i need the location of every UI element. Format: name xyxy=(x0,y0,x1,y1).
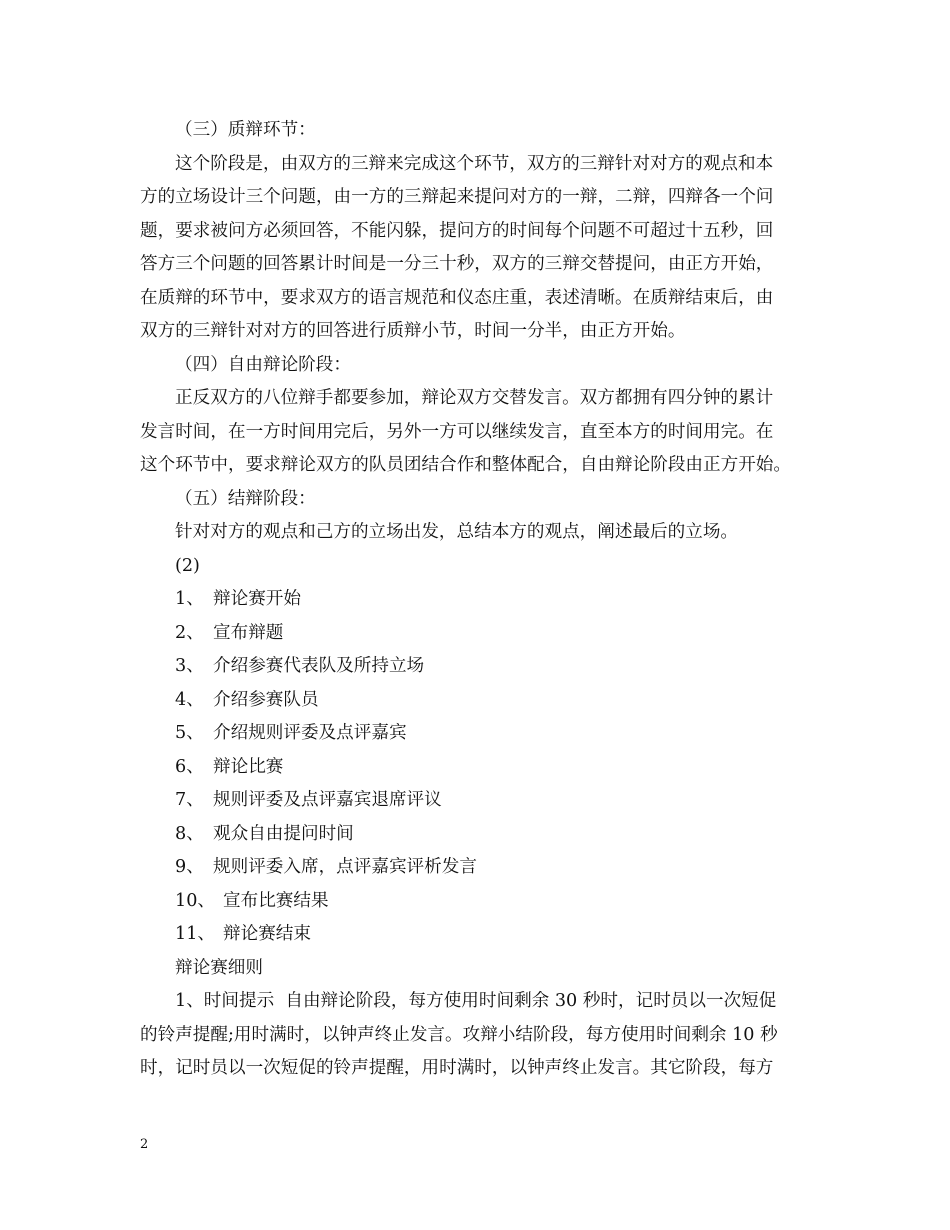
list-item-number: 2、 xyxy=(175,622,204,643)
paragraph-line: 针对对方的观点和己方的立场出发，总结本方的观点，阐述最后的立场。 xyxy=(175,522,739,542)
list-item-text: 宣布辩题 xyxy=(213,622,284,643)
paragraph-line: 双方的三辩针对对方的回答进行质辩小节，时间一分半，由正方开始。 xyxy=(140,321,686,341)
paragraph-line: 正反双方的八位辩手都要参加，辩论双方交替发言。双方都拥有四分钟的累计 xyxy=(175,388,774,408)
list-item-text: 介绍参赛队员 xyxy=(213,689,319,710)
list-item xyxy=(140,617,830,651)
paragraph-line: 时，记时员以一次短促的铃声提醒，用时满时，以钟声终止发言。其它阶段，每方 xyxy=(140,1058,774,1078)
list-item xyxy=(140,583,830,617)
list-item xyxy=(140,918,830,952)
list-item-text: 规则评委入席，点评嘉宾评析发言 xyxy=(213,857,477,877)
list-item-number: 8、 xyxy=(175,823,204,844)
list-item-text: 介绍规则评委及点评嘉宾 xyxy=(213,723,407,743)
list-item xyxy=(140,885,830,919)
heading-section-5: （五）结辩阶段： xyxy=(175,488,316,509)
list-item-text: 介绍参赛代表队及所持立场 xyxy=(213,656,425,676)
list-item-number: 3、 xyxy=(175,656,204,676)
list-item xyxy=(140,717,830,751)
paragraph-line: 这个环节中，要求辩论双方的队员团结合作和整体配合，自由辩论阶段由正方开始。 xyxy=(140,455,791,475)
list-item xyxy=(140,650,830,684)
list-item-number: 11、 xyxy=(175,924,215,944)
document-body xyxy=(140,114,830,1086)
list-item-number: 4、 xyxy=(175,689,204,710)
list-item-text: 辩论赛开始 xyxy=(213,589,301,609)
list-item-number: 9、 xyxy=(175,857,204,877)
paragraph-line: 这个阶段是，由双方的三辩来完成这个环节，双方的三辩针对对方的观点和本 xyxy=(175,153,774,174)
paragraph-line: 题，要求被问方必须回答，不能闪躲，提问方的时间每个问题不可超过十五秒，回 xyxy=(140,220,774,241)
paragraph-line: 的铃声提醒;用时满时，以钟声终止发言。攻辩小结阶段，每方使用时间剩余 10 秒 xyxy=(140,1024,778,1045)
list-item-text: 观众自由提问时间 xyxy=(213,823,354,844)
paragraph-line: 答方三个问题的回答累计时间是一分三十秒，双方的三辩交替提问，由正方开始， xyxy=(140,254,774,274)
list-item-text: 辩论赛结束 xyxy=(223,924,311,944)
list-item xyxy=(140,818,830,852)
list-item-number: 6、 xyxy=(175,756,204,777)
section-label-2: (2) xyxy=(175,555,200,576)
paragraph-line: 方的立场设计三个问题，由一方的三辩起来提问对方的一辩，二辩，四辩各一个问 xyxy=(140,187,774,207)
list-item xyxy=(140,784,830,818)
list-item-number: 7、 xyxy=(175,790,204,810)
heading-debate-rules: 辩论赛细则 xyxy=(175,957,263,978)
list-item-number: 10、 xyxy=(175,890,215,911)
paragraph-line: 在质辩的环节中，要求双方的语言规范和仪态庄重，表述清晰。在质辩结束后，由 xyxy=(140,287,774,308)
page-number: 2 xyxy=(140,1137,149,1152)
list-item xyxy=(140,684,830,718)
list-item-text: 宣布比赛结果 xyxy=(223,890,329,911)
list-item-text: 辩论比赛 xyxy=(213,756,284,777)
heading-section-4: （四）自由辩论阶段： xyxy=(175,354,351,375)
paragraph-line: 发言时间，在一方时间用完后，另外一方可以继续发言，直至本方的时间用完。在 xyxy=(140,421,774,442)
procedure-list xyxy=(140,583,830,952)
list-item xyxy=(140,751,830,785)
list-item-number: 1、 xyxy=(175,589,204,609)
paragraph-line: 1、时间提示 自由辩论阶段，每方使用时间剩余 30 秒时，记时员以一次短促 xyxy=(175,991,777,1011)
list-item-number: 5、 xyxy=(175,723,204,743)
heading-section-3: （三）质辩环节： xyxy=(175,120,316,140)
list-item xyxy=(140,851,830,885)
list-item-text: 规则评委及点评嘉宾退席评议 xyxy=(213,790,442,810)
